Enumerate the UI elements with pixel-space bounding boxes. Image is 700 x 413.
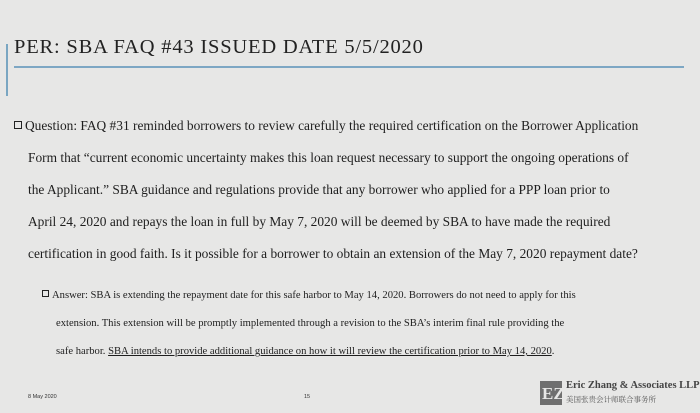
- firm-name-chinese: 美国张贵会计师联合事务所: [566, 395, 656, 404]
- checkbox-bullet-icon: [42, 290, 49, 297]
- question-line: Form that “current economic uncertainty makes this loan request necessary to support the ongoing operations of: [28, 150, 629, 165]
- question-line: certification in good faith. Is it possible for a borrower to obtain an extension of the May 7, 2020 repayment date?: [28, 246, 638, 261]
- question-line: April 24, 2020 and repays the loan in full by May 7, 2020 will be deemed by SBA to have made the required: [28, 214, 611, 229]
- title-rule: [14, 66, 684, 68]
- footer-date: 8 May 2020: [28, 394, 57, 400]
- question-line: Question: FAQ #31 reminded borrowers to review carefully the required certification on the Borrower Application: [14, 110, 686, 142]
- page-number: 15: [304, 394, 311, 400]
- checkbox-bullet-icon: [14, 121, 22, 129]
- answer-line: extension. This extension will be promptly implemented through a revision to the SBA’s interim final rule providing the: [56, 318, 565, 329]
- slide-title: PER: SBA FAQ #43 ISSUED DATE 5/5/2020: [14, 36, 424, 58]
- question-block: [14, 110, 686, 270]
- answer-block: [42, 282, 682, 366]
- accent-line: [6, 44, 8, 96]
- firm-logo: [540, 379, 698, 409]
- firm-name: Eric Zhang & Associates LLP: [566, 380, 700, 391]
- answer-line: Answer: SBA is extending the repayment date for this safe harbor to May 14, 2020. Borrowers do not need to apply for this: [42, 282, 682, 310]
- question-line: the Applicant.” SBA guidance and regulations provide that any borrower who applied for a PPP loan prior to: [28, 182, 610, 197]
- underlined-guidance-text: SBA intends to provide additional guidance on how it will review the certification prior to May 14, 2020: [108, 346, 552, 357]
- answer-line: safe harbor. SBA intends to provide additional guidance on how it will review the certification prior to May 14, 2020.: [56, 346, 555, 357]
- logo-letters: EZ: [542, 384, 565, 403]
- ez-logo-icon: [540, 381, 565, 405]
